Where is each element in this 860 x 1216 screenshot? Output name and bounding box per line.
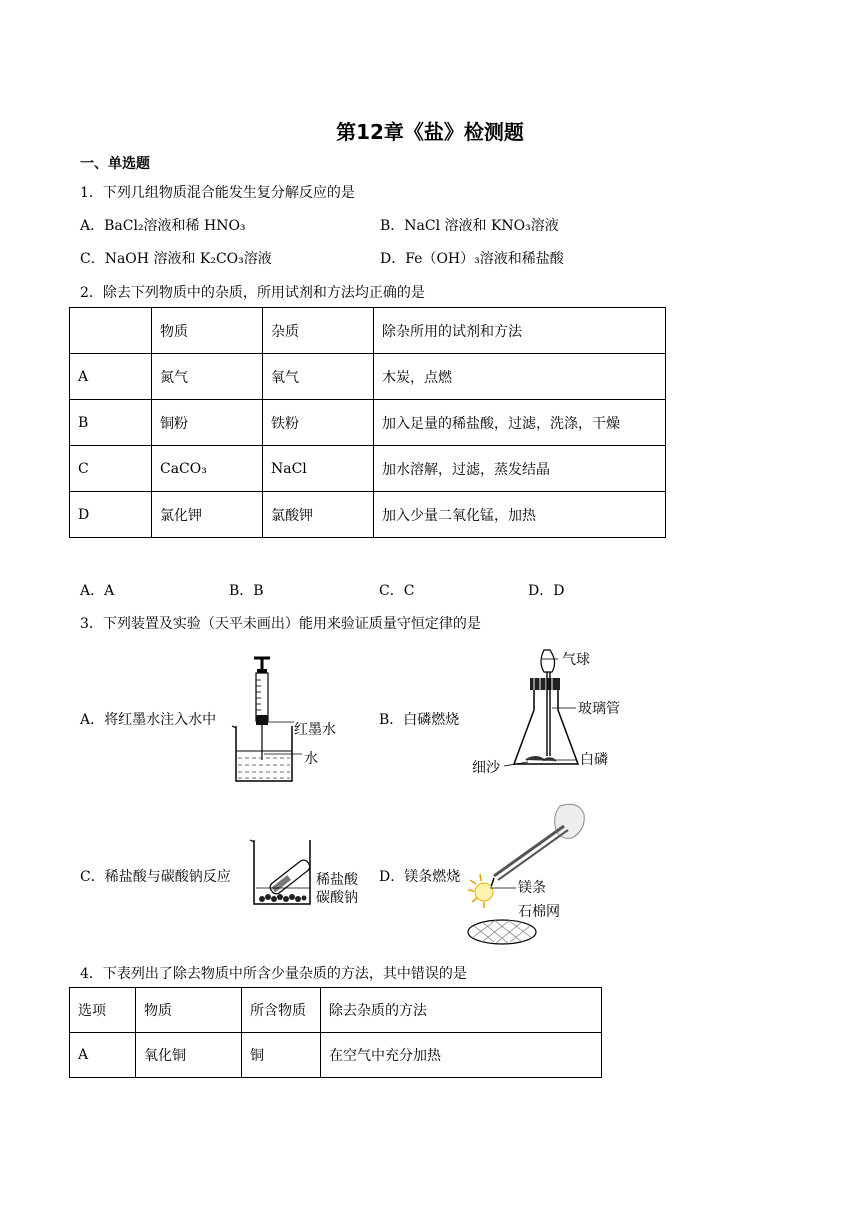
table-row — [70, 1033, 602, 1078]
label-magnesium-ribbon: 镁条 — [518, 880, 546, 896]
table-header-row — [70, 988, 602, 1033]
table-cell: 物质 — [136, 988, 242, 1033]
table-cell: 氯化钾 — [152, 492, 263, 538]
question-3-option-d: D．镁条燃烧 — [379, 869, 461, 885]
table-cell: 物质 — [152, 308, 263, 354]
table-row — [70, 446, 666, 492]
table-cell: D — [70, 492, 152, 538]
table-cell: 选项 — [70, 988, 136, 1033]
table-cell: 铁粉 — [263, 400, 374, 446]
table-cell: NaCl — [263, 446, 374, 492]
table-cell: 氯酸钾 — [263, 492, 374, 538]
table-cell: 铜 — [242, 1033, 321, 1078]
page-title: 第12章《盐》检测题 — [336, 120, 524, 144]
table-cell: 加水溶解，过滤，蒸发结晶 — [374, 446, 666, 492]
label-white-phosphorus: 白磷 — [580, 752, 608, 768]
question-2-stem: 2．除去下列物质中的杂质，所用试剂和方法均正确的是 — [80, 285, 425, 301]
table-cell: CaCO₃ — [152, 446, 263, 492]
table-cell: 氧气 — [263, 354, 374, 400]
table-cell: 木炭，点燃 — [374, 354, 666, 400]
question-4-stem: 4．下表列出了除去物质中所含少量杂质的方法，其中错误的是 — [80, 966, 467, 982]
table-cell: 除杂所用的试剂和方法 — [374, 308, 666, 354]
label-red-ink: 红墨水 — [294, 722, 336, 738]
question-3-stem: 3．下列装置及实验（天平未画出）能用来验证质量守恒定律的是 — [80, 616, 481, 632]
table-cell: 除去杂质的方法 — [321, 988, 602, 1033]
table-cell: 氮气 — [152, 354, 263, 400]
question-3-option-b: B．白磷燃烧 — [379, 712, 460, 728]
question-2-option-b: B．B — [229, 583, 264, 599]
table-cell: 加入足量的稀盐酸，过滤，洗涤，干燥 — [374, 400, 666, 446]
question-2-option-c: C．C — [379, 583, 415, 599]
label-fine-sand: 细沙 — [472, 760, 500, 776]
table-row — [70, 354, 666, 400]
label-asbestos-gauze: 石棉网 — [518, 904, 560, 920]
question-2-option-d: D．D — [528, 583, 565, 599]
table-row — [70, 492, 666, 538]
label-sodium-carbonate: 碳酸钠 — [316, 890, 358, 906]
figure-phosphorus-flask — [470, 648, 620, 776]
question-1-option-b: B．NaCl 溶液和 KNO₃溶液 — [380, 218, 559, 234]
question-2-table — [69, 307, 666, 538]
table-cell — [70, 308, 152, 354]
question-2-option-a: A．A — [80, 583, 115, 599]
table-cell: 杂质 — [263, 308, 374, 354]
figure-acid-carbonate — [248, 836, 378, 912]
label-dilute-acid: 稀盐酸 — [316, 872, 358, 888]
figure-magnesium-burning — [460, 796, 590, 948]
question-1-option-c: C．NaOH 溶液和 K₂CO₃溶液 — [80, 251, 272, 267]
table-cell: 所含物质 — [242, 988, 321, 1033]
label-balloon: 气球 — [562, 652, 590, 668]
question-1-option-a: A．BaCl₂溶液和稀 HNO₃ — [80, 218, 246, 234]
table-cell: A — [70, 354, 152, 400]
table-row — [70, 400, 666, 446]
table-cell: 氧化铜 — [136, 1033, 242, 1078]
table-header-row — [70, 308, 666, 354]
question-3-option-c: C．稀盐酸与碳酸钠反应 — [80, 869, 231, 885]
table-cell: A — [70, 1033, 136, 1078]
question-3-option-a: A．将红墨水注入水中 — [80, 712, 217, 728]
table-cell: B — [70, 400, 152, 446]
table-cell: C — [70, 446, 152, 492]
section-heading: 一、单选题 — [80, 156, 150, 172]
table-cell: 加入少量二氧化锰，加热 — [374, 492, 666, 538]
question-1-stem: 1．下列几组物质混合能发生复分解反应的是 — [80, 185, 355, 201]
label-water: 水 — [304, 751, 318, 767]
question-4-table — [69, 987, 602, 1078]
table-cell: 铜粉 — [152, 400, 263, 446]
label-glass-tube: 玻璃管 — [578, 701, 620, 717]
figure-syringe-beaker — [230, 650, 360, 786]
question-1-option-d: D．Fe（OH）₃溶液和稀盐酸 — [380, 251, 564, 267]
table-cell: 在空气中充分加热 — [321, 1033, 602, 1078]
